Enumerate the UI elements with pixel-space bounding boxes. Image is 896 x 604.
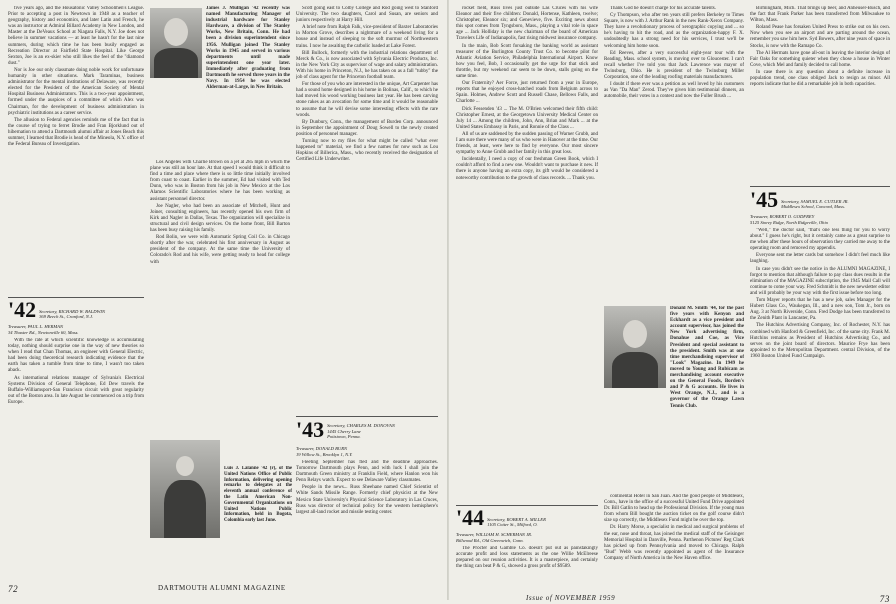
paragraph: Birmingham, Mich. That brings up beer, and Anheuser-Busch, and the fact that Frank Parker has been transferred from Milwaukee to Wilton, Mass.: [750, 6, 890, 24]
left-col-3-bottom: [296, 460, 438, 580]
page-number-left: 72: [8, 584, 19, 594]
paragraph: I doubt if there ever was a petition as well loved by his customers as Van "Da Man" Zerod. They've given him testimonial dinners, an automobile, their votes in a contest and now the Fuller Brush ...: [604, 82, 744, 100]
paragraph: In case there is any question about a definite increase in population trend, one class obliged Jack to resign as minor. All reports indicate that he did a remarkable job in both capacities.: [750, 69, 890, 88]
secretary-address: 1105 Cotter St., Milford, O.: [487, 522, 538, 528]
paragraph: All of us are saddened by the sudden passing of Warner Grubb, and I am sure there were many of us who were in Hanover at the time. Our friends, at least, were here to find by everyone. Our most sincere sympathy to Anne Grubb and her family in this great loss.: [456, 131, 598, 156]
paragraph: Nor is Joe our only classmate doing noble work for unfortunate humanity in other situations. Mark Taraminas, business administrator for the mental institutions of Delaware, was recently elected for the President of the American Society of Mental Hospital Business Administrators. This is a two-year appointment, formed under the auspices of a committee of which Alex was Chairman, for the development of business administration in psychiatric institutions as a career service.: [8, 67, 144, 116]
un-conference-photo: [150, 440, 220, 538]
secretary-name: CHARLES M. DONOVAN: [346, 423, 395, 429]
paragraph: Bill Bullock, formerly with the industrial relations department of Merck & Co., is now associated with Sylvania Electric Products, Inc. in the New York City as supervisor of wage and salary administration. With his home in Princeton, N.J., he has taken on as a fall "tubby" the job of class agent for the Princeton football team.: [296, 50, 438, 81]
secretary-name: RICHARD W. BALDWIN: [58, 308, 106, 314]
page-gutter: [447, 0, 449, 600]
paragraph: The allusion to Federal agencies reminds me of the fact that in the course of trying to ferret Brodie and Fran Bjorklund out of hibernation to attend a Dartmouth alumni affair at Jones Beach this summer, I learned that Brodie is head of the Mineola, N.Y. office of the Federal Bureau of Investigation.: [8, 117, 144, 148]
class-year: '43: [296, 417, 325, 442]
paragraph: Roland Pease has forsaken United Press to strike out on his own. Now when you see an airport and are parting around the ocean, remember you saw him here. Syd Bowers, after nine years of space in Stocks, is now with the Ramapo Co.: [750, 25, 890, 49]
class-1944-header: [456, 505, 598, 530]
class-officers: Secretary, CHARLES M. DONOVAN 1445 Cherry Lane Pottstown, Penna.: [327, 423, 395, 440]
class-1942-header: [8, 297, 144, 322]
secretary-address: 1445 Cherry Lane: [327, 428, 361, 434]
class-officers: Secretary, ROBERT A. MILLER 1105 Cotter St., Milford, O.: [487, 516, 546, 528]
treasurer-block: Treasurer, DONALD BURN 19 Willow St., Brooklyn 1, N.Y.: [296, 446, 438, 457]
left-col-1-bottom: [8, 338, 144, 580]
class-year: '45: [750, 187, 779, 212]
secretary-name: ROBERT A. MILLER: [506, 516, 546, 522]
right-col-4-bottom: [456, 546, 598, 580]
treasurer-address: Billwood Rd., Old Greenwich, Conn.: [456, 537, 524, 543]
paragraph: rocket field, Russ lives just outside Las Cruces with his wife Eleanor and their five children: Donald, Hortense, Kathleen, twelve; Christopher, Eleanor six; and Genevieve, five. Exciting news about this spot comes from Tyngsboro, Mass., playing a vital role in space age ... Jack Holliday is the new chairman of the board of American Travelers Life of Indianapolis, fast rising midwest insurance company.: [456, 6, 598, 42]
paragraph: As international relations manager of Sylvania's Electrical Systems Division of General Telephone, Ed Dew travels the Buffalo-Williamsport-San Francisco circuit with great regularity out of the Boston area. In late August he commenced on a trip from Europe.: [8, 375, 144, 405]
speaker-face: [176, 456, 194, 476]
paragraph: "Well," the doctor said, "that's one less thing for you to worry about." I guess he's right, but it certainly came as a great surprise to me when after these hours of observation they carried me away to the operating room and removed my appendix.: [750, 228, 890, 252]
paragraph: Cy Thompson, who after ten years still prefers Berkeley to Times Square, is now with J. Arthur Rank in the new Rank-Xerox Company. They have a revolutionary process of xerographic copying and ... so he's having to hit the road, and as the organization-happy F. X. undoubtedly has a strong need for his services, I trust we'll be welcoming him home soon.: [604, 13, 744, 49]
paragraph: For those of you who are interested in the unique, Art Carpenter has had a sound home designed in his home in Bolinas, Calif., to which he had moved his wood working business last year. He has been carving stone rakes as an avocation for some time and it would be reasonable to assume that he will devise some interesting effects with the rare woods.: [296, 82, 438, 118]
treasurer-address: 19 Willow St., Brooklyn 1, N.Y.: [296, 451, 353, 457]
class-year: '44: [456, 505, 485, 530]
paragraph: The Al Hermats have gone all-out in leaving the interior design of Fair Oaks for something quieter when they chose a house in Winter Cove, which Mel and family decided to call home.: [750, 50, 890, 68]
speaker-suit: [164, 480, 206, 538]
paragraph: Incidentally, I need a copy of our freshman Green Book, which I couldn't afford to find a new one. Wouldn't want to purchase it new. If there is anyone having an extra copy, its gift would be considered a noteworthy contribution to the growth of class records. ... Thank you.: [456, 157, 598, 181]
paragraph: Rod Bolin, we were with Automatic Spring Coil Co. in Chicago shortly after the war, celebrated his first anniversary in August as president of the company. At the same time the University of Colorado's Rod and his wife, were getting ready to head for college with: [150, 235, 290, 265]
paragraph: five years ago, and the Housatonic Valley Schoolmen's League. Prior to accepting a post in Newtown in 1948 as a teacher of geography, history and economics, and later Latin and French, he was an instructor at Admiral Billard Academy in New London, and Master at the DeVeaux School at Niagara Falls, N.Y. Joe does not believe in summer vacations — at least he hasn't for the last nine summers, during which time he has been busily engaged as Recreation Director at Fairfield State Hospital. Like George Sexton, Joe is an ex-skier who still likes the feel of the "diamond dust.": [8, 6, 144, 66]
treasurer-name: ROBERT O. GODFREY: [769, 214, 815, 219]
treasurer-address: 5125 Storey Ridge, North Ridgeville, Ohio: [750, 219, 829, 225]
class-1943-header: [296, 417, 438, 442]
paragraph: Dick Fessenden '43 ... The M. O'Brien welcomed their fifth child: Christopher Ernest, at the Georgetown University Medical Center on July 14 ... Among the children, John, Ann, Brian and Mark ... at the United States Embassy in Paris, and Ronnie of the Class ...: [456, 106, 598, 130]
treasurer-block: Treasurer, WILLIAM H. SCHERMAN JR. Billwood Rd., Old Greenwich, Conn.: [456, 532, 598, 543]
paragraph: Tom Mayer reports that he has a new job, sales Manager for the Hubert Glass Co., Waukegan, Ill., and a new son, Tom Jr., born on Aug. 3 at North Riverside, Conn. Fred Dodge has been transferred to the Zenith Plant in Lancaster, Pa.: [750, 298, 890, 322]
paragraph: Los Angeles with Charlie Brown on a jet at 285 mph in which the plane was still an hour late. At that speed I would think it difficult to find a time and place where there is so little time initially involved from coast to coast. Earlier in the summer, Ed had visited with Ted Dunn, who was in Boston from his job in New Mexico at the Los Alamos Scientific Laboratories where he has been working as assistant personnel director.: [150, 160, 290, 202]
paragraph: In case you didn't see the notice in the ALUMNI MAGAZINE, I forgot to mention that although failure to pay class dues results in the elimination of the MAGAZINE subscription, the 1945 Mail Call will continue to come your way. Fred Schmidt is the new newsletter editor and will probably be your way with the first issue before too long.: [750, 266, 890, 296]
class-officers: Secretary, SAMUEL E. CUTLER JR. Middlesex School, Concord, Mass.: [781, 198, 849, 210]
paragraph: Scott going east to Colby College and Rod going west to Stanford University. The two daughters, Carol and Susan, are seniors and juniors respectively at Harry Hill.: [296, 6, 438, 24]
treasurer-name: DONALD BURN: [315, 446, 348, 451]
class-year: '42: [8, 297, 37, 322]
right-col-5-bottom: [604, 494, 744, 580]
smith-paragraph: Donald M. Smith '44, for the past five years with Kenyon and Eckhardt as a vice president and account supervisor, has joined the New York advertising firm, Donahue and Coe, as Vice President and special assistant to the president. Smith was at one time merchandising supervisor of "Look" Magazine. In 1949 he moved to Young and Rubicam as merchandising account executive on the General Foods, Borden's and P & G accounts. He lives in West Orange, N.J., and is a governor of the Orange Lawn Tennis Club.: [670, 306, 744, 409]
mulligan-paragraph: James J. Mulligan '42 recently was named Manufacturing Manager of industrial hardware for Stanley Hardware, a division of The Stanley Works, New Britain, Conn. He had been a division superintendent since 1956. Mulligan joined The Stanley Works in 1945 and served in various departments until made superintendent one year later. Immediately after graduating from Dartmouth he served three years in the Navy. In 1954 he was elected Alderman-at-Large, in New Britain.: [206, 6, 290, 91]
page-number-right: 73: [879, 594, 890, 604]
treasurer-name: WILLIAM H. SCHERMAN JR.: [475, 532, 533, 537]
right-col-5-top: [604, 6, 744, 302]
treasurer-name: PAUL L. HERMAN: [27, 324, 64, 329]
left-col-2-mid: [150, 160, 290, 440]
secretary-address: Middlesex School, Concord, Mass.: [781, 204, 846, 210]
magazine-title: DARTMOUTH ALUMNI MAGAZINE: [158, 584, 286, 592]
paragraph: Fleeting September has fled and the deadline approaches. Tomorrow Dartmouth plays Penn, and with luck I shall join the Dartmouth Green ministry at Franklin Field, where Hanlon won his Penn Relays watch. Expect to see Delaware Valley classmates.: [296, 460, 438, 484]
paragraph: Thank God he doesn't charge for his accurate talents.: [610, 6, 716, 11]
left-col-2-top: [150, 6, 290, 156]
secretary-address: 369 Beech St., Cranford, N.J.: [39, 314, 94, 320]
secretary-name: SAMUEL E. CUTLER JR.: [800, 198, 849, 204]
treasurer-block: Treasurer, ROBERT O. GODFREY 5125 Storey Ridge, North Ridgeville, Ohio: [750, 214, 890, 225]
paragraph: A brief note from Ralph Falk, vice-president of Baxter Laboratories in Morton Grove, describes a nightmare of a weekend living for a house and instead of sleeping to the soft murmur of Northwestern trains. I now he awaiting the carbolic loaded at Lake Forest.: [296, 25, 438, 49]
class-officers: Secretary, RICHARD W. BALDWIN 369 Beech St., Cranford, N.J.: [39, 308, 106, 320]
paragraph: By Dunbury, Conn., the management of Burden Corp. announced in September the appointment of Doug Sowell to the newly created position of personnel manager.: [296, 119, 438, 137]
treasurer-block: Treasurer, PAUL L. HERMAN 34 Thaxter Rd., Newtonville 60, Mass.: [8, 324, 144, 335]
paragraph: Dr. Harry Morse, a specialist in medical and surgical problems of the ear, nose and throat, has joined the medical staff of the Geisinger Memorial Hospital in Danville, Penna. Parthenon Pictures' Reg Clark has picked up from Pennsylvania and moved to Chicago. Ralph "Bud" Webb was recently appointed as agent of the Insurance Company of North America in the New Haven office.: [604, 525, 744, 561]
paragraph: Ed Reeves, after a very successful eight-year tour with the Reading, Mass. school system, is moving over to Gloucester. I can't recall whether I've told you that Jack Lawrence was mayor of Twinsburg, Ohio. He is president of the Twinsburg Miller Corporation, one of the leading roofing materials manufacturers.: [604, 50, 744, 81]
class-1945-header: [750, 187, 890, 212]
paragraph: With the rate at which scientific knowledge is accumulating today, nothing should surprise one in the way of new theories so when I read that Chan Thomas, an engineer with General Electric, had been doing theoretical research indicating evidence that the earth has taken a tumble from time to time, I wasn't too taken aback.: [8, 338, 144, 374]
secretary-city: Pottstown, Penna.: [327, 434, 361, 440]
left-col-3-top: [296, 6, 438, 414]
paragraph: In the main, Bob Scott forsaking the banking world as assistant treasurer of the Burlington County Trust Co. to become pilot for Atlantic Aviation Service, Philadelphia International Airport. Know how you feel, Bob, I occasionally get the urge for that stick and throttle, but my weekend car seem to be down, stalls going on the same time.: [456, 43, 598, 80]
right-col-5-caption: [604, 306, 744, 492]
left-footer: [8, 584, 438, 594]
issue-date: Issue of NOVEMBER 1959: [526, 594, 616, 602]
paragraph: Everyone sent me letter cards but somehow I didn't feel much like laughing.: [750, 253, 890, 265]
paragraph: People in the news... Russ Sheehane named Chief Scientist of White Sands Missile Range. Formerly chief physicist at the New Mexico State University's Physical Science Laboratory in Las Cruces, Russ was director of technical policy for the western hemisphere's largest all-land rocket and missile testing center.: [296, 485, 438, 515]
paragraph: The Hutchins Advertising Company, Inc. of Rochester, N.Y. has combined with Hanford & Greenfield, Inc. of the same city. Frank M. Hutchins remains as President of Hutchins Advertising Co., and serves on the joint board of directors. Maurice Frye has been appointed to the Metropolitan Department. central Division, of the 1960 Boston United Fund Campaign.: [750, 323, 890, 359]
left-col-1-top: [8, 6, 144, 294]
right-col-4-top: [456, 6, 598, 502]
paragraph: The Procter and Gamble Co. doesn't put out as painstakingly accurate profit and loss statements as the one Willie McElreese prepared on our reunion activities. It is a masterpiece, and certainly the thing can beat P & G, showed a gross profit of $9589.: [456, 546, 598, 570]
paragraph: Turning now to my files for what might be called "what ever happened to" material, we find a few names for now such as Lou Hopkins of Billerica, Mass., who recently received the designation of Certified Life Underwriter.: [296, 138, 438, 163]
right-col-6-top: [750, 6, 890, 182]
paragraph: Our Fraternity? Aer Force, just returned from a year in Europe, reports that he enjoyed cross-hatched roads from Belgium across to Spain. Holmes, Andrew Scott and Russell Chase, Bellows Falls, and Charlotte ...: [456, 81, 598, 105]
right-col-6-bottom: [750, 228, 890, 580]
photo-caption-lalanne: Luis J. Lalanne '42 (r), of the United Nations Office of Public Information, delivering opening remarks to delegates at the eleventh annual conference of the Latin American Non-Governmental Organizations on United Nations Public Information, held in Bogota, Colombia early last June.: [224, 466, 292, 524]
treasurer-address: 34 Thaxter Rd., Newtonville 60, Mass.: [8, 329, 79, 335]
paragraph: Joe Nagler, who had been an associate of Mitchell, Hunt and Joiner, consulting engineers, has recently opened his own firm of Kirk and Nagler in Dallas, Texas. The organization will specialize in structural and civil design services. On the home front, Bill Barton has been busy raising his family.: [150, 203, 290, 234]
paragraph: continental Hotel in San Juan. And the good people of Middlesex, Conn., have in the office of a successful United Fund Drive appointed Dr. Bill Gatlin to head up the Professional Division. If the young man from whom Bill bought the auction ticket on the golf course didn't size up correctly, the Middlesex Fund might be over the top.: [604, 494, 744, 524]
